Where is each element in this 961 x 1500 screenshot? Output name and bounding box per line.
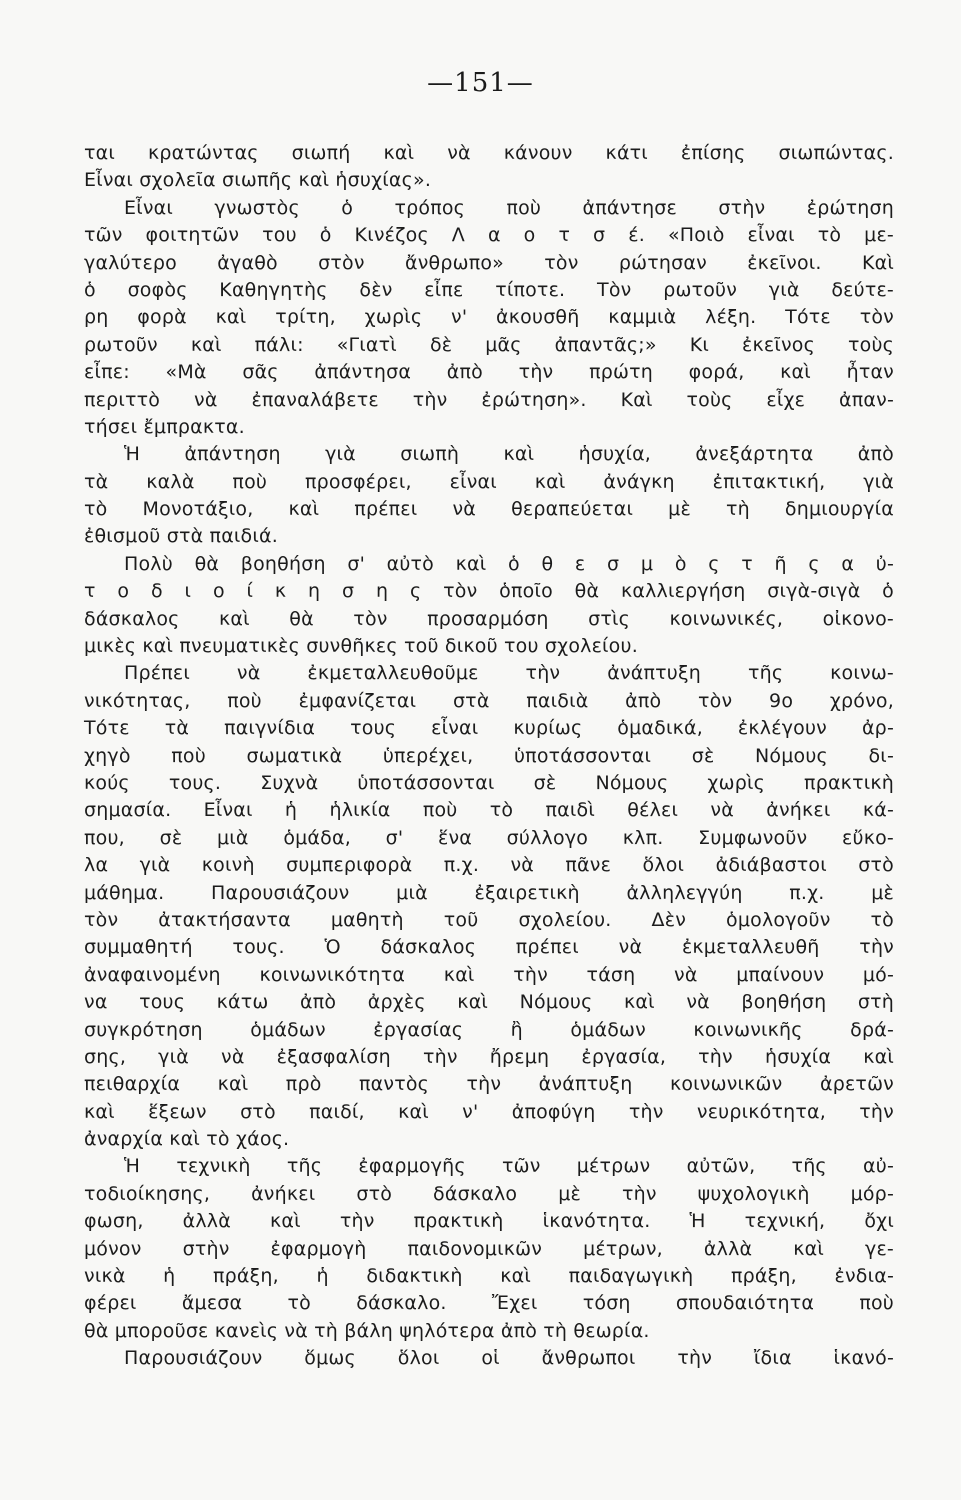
text-line: συγκρότηση ὁμάδων ἐργασίας ἢ ὁμάδων κοινωνικῆς δρά- bbox=[84, 1018, 894, 1041]
text-line: κούς τους. Συχνὰ ὑποτάσσονται σὲ Νόμους χωρὶς πρακτικὴ bbox=[84, 771, 894, 794]
text-line: τὰ καλὰ ποὺ προσφέρει, εἶναι καὶ ἀνάγκη ἐπιτακτική, γιὰ bbox=[84, 470, 894, 493]
text-line: ἀναφαινομένη κοινωνικότητα καὶ τὴν τάση νὰ μπαίνουν μό- bbox=[84, 963, 894, 986]
text-line: Ἡ ἀπάντηση γιὰ σιωπὴ καὶ ἡσυχία, ἀνεξάρτητα ἀπὸ bbox=[124, 443, 894, 466]
text-line: τοδιοίκησης, ἀνήκει στὸ δάσκαλο μὲ τὴν ψυχολογικὴ μόρ- bbox=[84, 1182, 894, 1205]
text-line: φέρει ἄμεσα τὸ δάσκαλο. Ἔχει τόση σπουδαιότητα ποὺ bbox=[84, 1292, 894, 1315]
text-line: ρωτοῦν καὶ πάλι: «Γιατὶ δὲ μᾶς ἀπαντᾶς;» Κι ἐκεῖνος τοὺς bbox=[84, 333, 894, 356]
text-line: χηγὸ ποὺ σωματικὰ ὑπερέχει, ὑποτάσσονται σὲ Νόμους δι- bbox=[84, 744, 894, 767]
text-line: Ἡ τεχνικὴ τῆς ἐφαρμογῆς τῶν μέτρων αὐτῶν, τῆς αὐ- bbox=[124, 1155, 894, 1178]
text-line: Παρουσιάζουν ὅμως ὅλοι οἱ ἄνθρωποι τὴν ἴδια ἱκανό- bbox=[124, 1347, 894, 1370]
text-line: περιττὸ νὰ ἐπαναλάβετε τὴν ἐρώτηση». Καὶ τοὺς εἶχε ἀπαν- bbox=[84, 388, 894, 411]
text-line: λα γιὰ κοινὴ συμπεριφορὰ π.χ. νὰ πᾶνε ὅλοι ἀδιάβαστοι στὸ bbox=[84, 854, 894, 877]
text-line: φωση, ἀλλὰ καὶ τὴν πρακτικὴ ἱκανότητα. Ἡ τεχνική, ὄχι bbox=[84, 1210, 894, 1233]
text-line: συμμαθητή τους. Ὁ δάσκαλος πρέπει νὰ ἐκμεταλλευθῆ τὴν bbox=[84, 936, 894, 959]
text-line: τήσει ἔμπρακτα. bbox=[84, 415, 245, 438]
text-line: πειθαρχία καὶ πρὸ παντὸς τὴν ἀνάπτυξη κοινωνικῶν ἀρετῶν bbox=[84, 1073, 894, 1096]
text-line: τὸ Μονοτάξιο, καὶ πρέπει νὰ θεραπεύεται μὲ τὴ δημιουργία bbox=[84, 498, 894, 521]
text-line: δάσκαλος καὶ θὰ τὸν προσαρμόση στὶς κοινωνικές, οἰκονο- bbox=[84, 607, 894, 630]
text-line: νικὰ ἡ πράξη, ἡ διδακτικὴ καὶ παιδαγωγικὴ πράξη, ἐνδια- bbox=[84, 1265, 894, 1288]
page-number: —151— bbox=[427, 68, 534, 98]
text-line: σης, γιὰ νὰ ἐξασφαλίση τὴν ἤρεμη ἐργασία, τὴν ἡσυχία καὶ bbox=[84, 1045, 894, 1068]
text-line: μικὲς καὶ πνευματικὲς συνθῆκες τοῦ δικοῦ του σχολείου. bbox=[84, 635, 638, 658]
text-line: να τους κάτω ἀπὸ ἀρχὲς καὶ Νόμους καὶ νὰ βοηθήση στὴ bbox=[84, 991, 894, 1014]
text-line: νικότητας, ποὺ ἐμφανίζεται στὰ παιδιὰ ἀπὸ τὸν 9ο χρόνο, bbox=[84, 689, 894, 712]
text-line: μάθημα. Παρουσιάζουν μιὰ ἐξαιρετικὴ ἀλληλεγγύη π.χ. μὲ bbox=[84, 881, 894, 904]
text-line: μόνον στὴν ἐφαρμογὴ παιδονομικῶν μέτρων, ἀλλὰ καὶ γε- bbox=[84, 1237, 894, 1260]
text-line: Τότε τὰ παιγνίδια τους εἶναι κυρίως ὁμαδικά, ἐκλέγουν ἀρ- bbox=[84, 717, 894, 740]
text-line: Εἶναι σχολεῖα σιωπῆς καὶ ἡσυχίας». bbox=[84, 169, 432, 192]
text-line: τῶν φοιτητῶν του ὁ Κινέζος Λ α ο τ σ έ. «Ποιὸ εἶναι τὸ με- bbox=[84, 224, 894, 247]
text-line: ται κρατώντας σιωπή καὶ νὰ κάνουν κάτι ἐπίσης σιωπώντας. bbox=[84, 142, 894, 164]
text-line: εἶπε: «Μὰ σᾶς ἀπάντησα ἀπὸ τὴν πρώτη φορά, καὶ ἦταν bbox=[84, 361, 894, 384]
text-line: ὁ σοφὸς Καθηγητὴς δὲν εἶπε τίποτε. Τὸν ρωτοῦν γιὰ δεύτε- bbox=[84, 278, 894, 301]
text-line: καὶ ἕξεων στὸ παιδί, καὶ ν' ἀποφύγη τὴν νευρικότητα, τὴν bbox=[84, 1100, 894, 1123]
text-line: Πολὺ θὰ βοηθήση σ' αὐτὸ καὶ ὁ θ ε σ μ ὸ ς τ ῆ ς α ὐ- bbox=[124, 552, 894, 575]
body-text bbox=[84, 140, 894, 1373]
text-line: ἀναρχία καὶ τὸ χάος. bbox=[84, 1128, 290, 1151]
text-line: σημασία. Εἶναι ἡ ἡλικία ποὺ τὸ παιδὶ θέλει νὰ ἀνήκει κά- bbox=[84, 799, 894, 822]
text-line: ἐθισμοῦ στὰ παιδιά. bbox=[84, 525, 278, 548]
text-line: ρη φορὰ καὶ τρίτη, χωρὶς ν' ἀκουσθῆ καμμιὰ λέξη. Τότε τὸν bbox=[84, 306, 894, 329]
text-line: Πρέπει νὰ ἐκμεταλλευθοῦμε τὴν ἀνάπτυξη τῆς κοινω- bbox=[124, 662, 894, 685]
text-line: Εἶναι γνωστὸς ὁ τρόπος ποὺ ἀπάντησε στὴν ἐρώτηση bbox=[124, 196, 894, 219]
text-line: τὸν ἀτακτήσαντα μαθητὴ τοῦ σχολείου. Δὲν ὁμολογοῦν τὸ bbox=[84, 908, 894, 931]
text-line: θὰ μποροῦσε κανεὶς νὰ τὴ βάλη ψηλότερα ἀπὸ τὴ θεωρία. bbox=[84, 1319, 650, 1342]
text-line: που, σὲ μιὰ ὁμάδα, σ' ἕνα σύλλογο κλπ. Συμφωνοῦν εὔκο- bbox=[84, 826, 894, 849]
text-line: τ ο δ ι ο ί κ η σ η ς τὸν ὁποῖο θὰ καλλιεργήση σιγὰ-σιγὰ ὁ bbox=[84, 580, 894, 603]
text-line: γαλύτερο ἀγαθὸ στὸν ἄνθρωπο» τὸν ρώτησαν ἐκεῖνοι. Καὶ bbox=[84, 251, 894, 274]
